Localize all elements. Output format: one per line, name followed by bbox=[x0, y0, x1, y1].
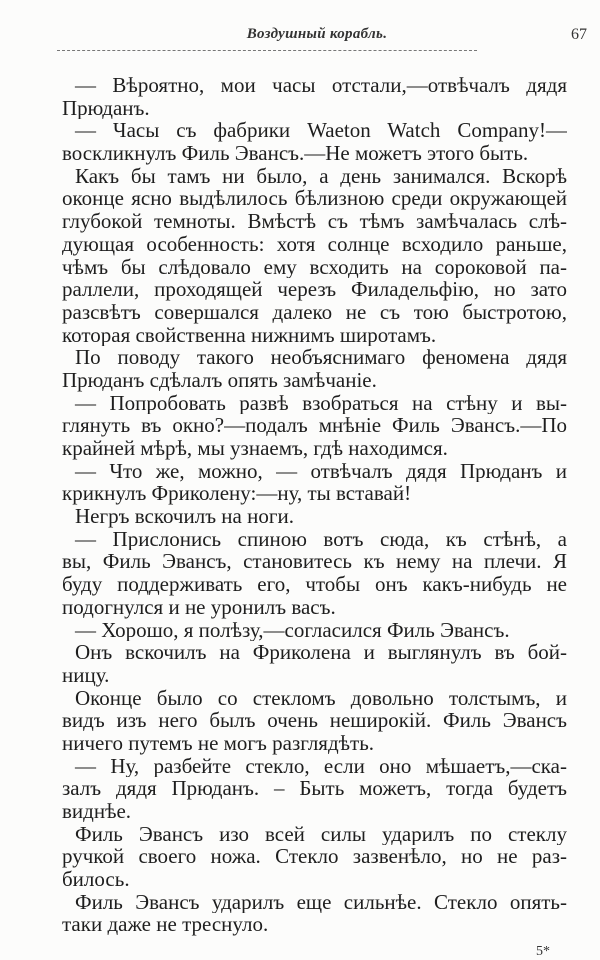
text-line: — Что же, можно, — отвѣчалъ дядя Прюданъ и bbox=[75, 459, 567, 483]
text-line: залъ дядя Прюданъ. – Быть можетъ, тогда будетъ bbox=[62, 777, 567, 800]
body-text bbox=[62, 74, 567, 936]
paragraph bbox=[62, 392, 567, 460]
text-line: — Вѣроятно, мои часы отстали,—отвѣчалъ дядя bbox=[75, 74, 567, 97]
text-line: Прюданъ. bbox=[62, 96, 150, 120]
paragraph bbox=[62, 891, 567, 936]
paragraph bbox=[62, 641, 567, 686]
text-line: ручкой своего ножа. Стекло зазвенѣло, но не раз- bbox=[62, 845, 567, 869]
text-line: чѣмъ бы слѣдовало ему всходить на сороковой па- bbox=[62, 255, 567, 279]
running-head bbox=[57, 26, 587, 50]
text-line: Негръ вскочилъ на ноги. bbox=[75, 505, 294, 528]
text-line: Какъ бы тамъ ни было, а день занимался. Вскорѣ bbox=[75, 164, 567, 188]
text-line: буду поддерживать его, чтобы онъ какъ-нибудь не bbox=[62, 573, 567, 596]
text-line: Онъ вскочилъ на Фриколена и выглянулъ въ бой- bbox=[75, 641, 567, 664]
text-line: видъ изъ него былъ очень неширокій. Филь Эвансъ bbox=[62, 709, 567, 732]
text-line: — Часы съ фабрики Waeton Watch Company!— bbox=[75, 119, 567, 143]
text-line: крикнулъ Фриколену:—ну, ты вставай! bbox=[62, 482, 412, 506]
paragraph bbox=[62, 687, 567, 755]
paragraph bbox=[62, 119, 567, 164]
text-line: билось. bbox=[62, 868, 130, 891]
text-line: разсвѣтъ совершался далеко не съ тою быстротою, bbox=[62, 300, 567, 324]
text-line: виднѣе. bbox=[62, 800, 132, 823]
text-line: раллели, проходящей черезъ Филадельфію, но зато bbox=[62, 278, 567, 301]
text-line: оконце ясно выдѣлилось бѣлизною среди окружающей bbox=[62, 187, 567, 211]
signature-mark: 5* bbox=[536, 944, 550, 959]
paragraph bbox=[62, 619, 567, 642]
text-line: Филь Эвансъ изо всей силы ударилъ по стеклу bbox=[75, 822, 567, 846]
text-line: вы, Филь Эвансъ, становитесь къ нему на плечи. Я bbox=[62, 550, 567, 574]
text-line: подогнулся и не уронилъ васъ. bbox=[62, 595, 336, 619]
paragraph bbox=[62, 823, 567, 891]
text-line: которая свойственна нижнимъ широтамъ. bbox=[62, 323, 437, 347]
running-title: Воздушный корабль. bbox=[246, 26, 388, 42]
text-line: таки даже не треснуло. bbox=[62, 913, 269, 937]
text-line: воскликнулъ Филь Эвансъ.—Не можетъ этого быть. bbox=[62, 142, 529, 165]
paragraph bbox=[62, 165, 567, 347]
text-line: глубокой темноты. Вмѣстѣ съ тѣмъ замѣчалась слѣ- bbox=[62, 210, 567, 233]
text-line: ницу. bbox=[62, 663, 110, 687]
text-line: глянуть въ окно?—подалъ мнѣніе Филь Эвансъ.—По bbox=[62, 414, 567, 437]
paragraph bbox=[62, 755, 567, 823]
text-line: Оконце было со стекломъ довольно толстымъ, и bbox=[75, 686, 567, 710]
text-line: Филь Эвансъ ударилъ еще сильнѣе. Стекло опять- bbox=[75, 890, 567, 914]
paragraph bbox=[62, 74, 567, 119]
paragraph bbox=[62, 505, 567, 528]
text-line: Прюданъ сдѣлалъ опять замѣчаніе. bbox=[62, 368, 377, 392]
text-line: — Прислонись спиною вотъ сюда, къ стѣнѣ, а bbox=[75, 527, 567, 551]
text-line: дующая особенность: хотя солнце всходило раньше, bbox=[62, 232, 567, 256]
text-line: ничего путемъ не могъ разглядѣть. bbox=[62, 731, 375, 755]
page-number: 67 bbox=[571, 26, 587, 43]
paragraph bbox=[62, 528, 567, 619]
paragraph bbox=[62, 346, 567, 391]
text-line: — Ну, разбейте стекло, если оно мѣшаетъ,—ска- bbox=[75, 754, 567, 778]
text-line: крайней мѣрѣ, мы узнаемъ, гдѣ находимся. bbox=[62, 437, 448, 460]
text-line: По поводу такого необъяснимаго феномена дядя bbox=[75, 346, 567, 369]
header-rule bbox=[57, 50, 477, 51]
text-line: — Хорошо, я полѣзу,—согласился Филь Эвансъ. bbox=[75, 618, 510, 642]
paragraph bbox=[62, 460, 567, 505]
text-line: — Попробовать развѣ взобраться на стѣну и вы- bbox=[75, 391, 567, 415]
